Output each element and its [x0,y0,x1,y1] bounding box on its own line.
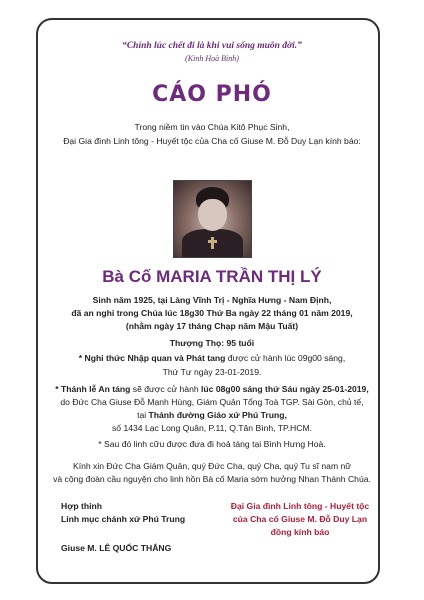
age-info: Thượng Thọ: 95 tuổi [169,338,255,348]
death-info: đã an nghỉ trong Chúa lúc 18g30 Thứ Ba ngày 22 tháng 01 năm 2019, [71,308,353,318]
lunar-date: (nhằm ngày 17 tháng Chạp năm Mậu Tuất) [125,321,299,331]
mass-line-3 [0,409,424,421]
right-signature-line-2: của Cha cố Giuse M. Đỗ Duy Lạn [232,514,368,524]
closing-line-2: và cộng đoàn cầu nguyện cho linh hồn Bà cố Maria sớm hưởng Nhan Thánh Chúa. [53,474,371,484]
mass-address: số 1434 Lạc Long Quân, P.11, Q.Tân Bình, TP.HCM. [111,423,312,433]
closing-line-1: Kính xin Đức Cha Giám Quản, quý Đức Cha, quý Cha, quý Tu sĩ nam nữ [72,461,352,471]
right-signature-line-1: Đại Gia đình Linh tông - Huyết tộc [230,501,370,511]
rite-line-2: Thứ Tư ngày 23-01-2019. [162,367,262,377]
birth-info: Sinh năm 1925, tại Làng Vĩnh Trị - Nghĩa Hưng - Nam Định, [92,295,332,305]
rite-time: được cử hành lúc 09g00 sáng, [225,353,346,363]
left-signature-role: Linh mục chánh xứ Phú Trung [61,514,186,524]
epigraph-quote: “Chính lúc chết đi là khi vui sống muôn đời.” [122,41,302,51]
right-signature-line-3: đồng kính báo [270,527,330,537]
rite-line-1 [0,352,424,364]
notice-title: CÁO PHÓ [152,82,272,107]
mass-line-2: do Đức Cha Giuse Đỗ Mạnh Hùng, Giám Quản Tổng Toà TGP. Sài Gòn, chủ tế, [60,397,364,407]
deceased-name: Bà Cố MARIA TRẦN THỊ LÝ [102,267,322,286]
rite-label: * Nghi thức Nhập quan và Phát tang [78,353,226,363]
mass-place: Thánh đường Giáo xứ Phú Trung, [148,410,287,420]
mass-label: * Thánh lễ An táng [55,384,131,394]
mass-line-1 [0,383,424,395]
epigraph-source: (Kinh Hoà Bình) [185,54,239,63]
intro-line-1: Trong niềm tin vào Chúa Kitô Phục Sinh, [134,122,290,132]
mass-place-prefix: tại [137,410,149,420]
intro-line-2: Đại Gia đình Linh tông - Huyết tộc của Cha cố Giuse M. Đỗ Duy Lạn kính báo: [63,136,361,146]
burial-info: * Sau đó linh cữu được đưa đi hoả táng tại Bình Hưng Hoà. [98,439,326,449]
left-signature-heading: Hợp thỉnh [61,501,102,511]
deceased-portrait [173,180,252,258]
mass-mid: sẽ được cử hành [130,384,202,394]
mass-time: lúc 08g00 sáng thứ Sáu ngày 25-01-2019, [201,384,369,394]
left-signature-name: Giuse M. LÊ QUỐC THẮNG [61,543,172,553]
